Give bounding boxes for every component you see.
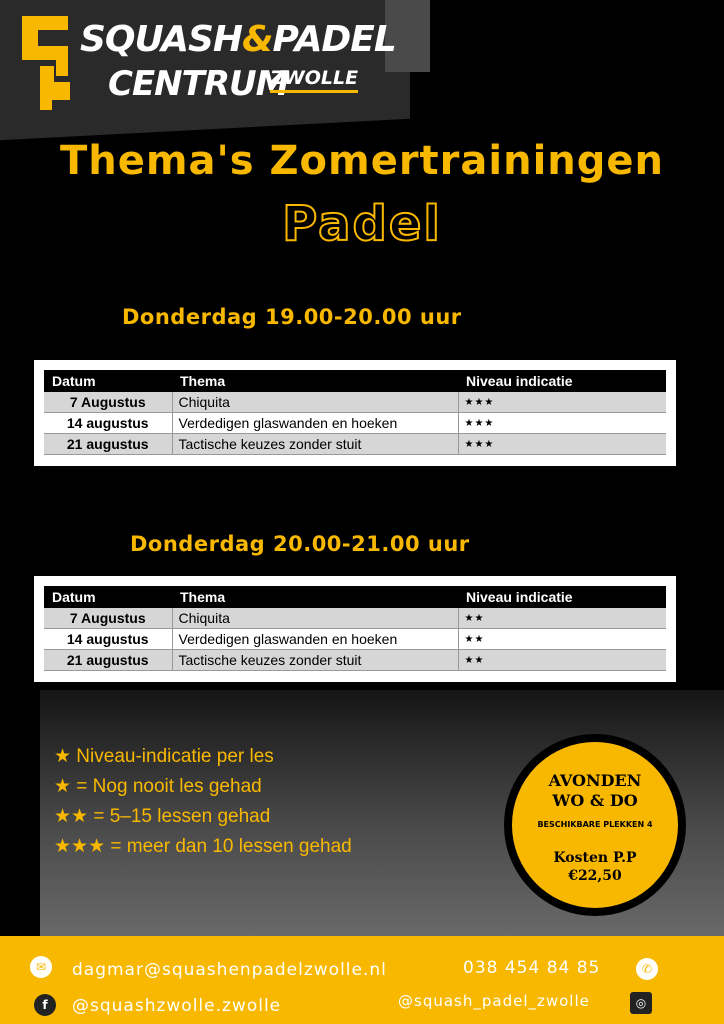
cell-date: 7 Augustus	[44, 608, 172, 629]
badge-line: AVONDEN	[548, 771, 642, 790]
schedule-table-1	[44, 370, 666, 455]
level-legend	[54, 742, 352, 862]
page-title: Thema's Zomertrainingen	[59, 138, 664, 184]
cell-level: ★★	[458, 608, 666, 629]
column-header: Niveau indicatie	[458, 586, 666, 608]
schedule-table-2	[44, 586, 666, 671]
footer-facebook[interactable]: @squashzwolle.zwolle	[72, 996, 282, 1016]
availability-badge	[504, 734, 686, 916]
column-header: Thema	[172, 586, 458, 608]
footer-instagram[interactable]: @squash_padel_zwolle	[398, 992, 590, 1010]
cell-theme: Verdedigen glaswanden en hoeken	[172, 413, 458, 434]
cell-date: 14 augustus	[44, 629, 172, 650]
cell-date: 21 augustus	[44, 650, 172, 671]
badge-line: WO & DO	[552, 791, 638, 810]
table-header-row	[44, 586, 666, 608]
section-heading-1: Donderdag 19.00-20.00 uur	[122, 305, 462, 329]
legend-item: ★★★ = meer dan 10 lessen gehad	[54, 836, 352, 857]
table-row	[44, 608, 666, 629]
phone-icon: ✆	[636, 958, 658, 980]
cell-theme: Chiquita	[172, 392, 458, 413]
footer-email[interactable]: dagmar@squashenpadelzwolle.nl	[72, 960, 387, 980]
footer	[0, 936, 724, 1024]
facebook-icon: f	[34, 994, 56, 1016]
column-header: Niveau indicatie	[458, 370, 666, 392]
cell-level: ★★★	[458, 434, 666, 455]
logo-text-centrum: CENTRUM	[108, 64, 289, 104]
instagram-icon: ◎	[630, 992, 652, 1014]
cell-level: ★★★	[458, 413, 666, 434]
table-row	[44, 392, 666, 413]
table-header-row	[44, 370, 666, 392]
email-icon: ✉	[30, 956, 52, 978]
legend-item: ★ = Nog nooit les gehad	[54, 776, 262, 797]
badge-spots: BESCHIKBARE PLEKKEN 4	[537, 820, 653, 829]
cell-level: ★★	[458, 650, 666, 671]
column-header: Datum	[44, 586, 172, 608]
table-row	[44, 650, 666, 671]
cell-level: ★★	[458, 629, 666, 650]
logo-text-zwolle: ZWOLLE	[270, 66, 358, 93]
badge-price: €22,50	[568, 868, 622, 884]
table-row	[44, 434, 666, 455]
badge-cost-label: Kosten P.P	[553, 850, 637, 866]
table-row	[44, 629, 666, 650]
cell-date: 7 Augustus	[44, 392, 172, 413]
footer-phone[interactable]: 038 454 84 85	[463, 958, 601, 978]
section-heading-2: Donderdag 20.00-21.00 uur	[130, 532, 470, 556]
logo-mark-icon	[18, 12, 74, 110]
cell-theme: Tactische keuzes zonder stuit	[172, 650, 458, 671]
cell-theme: Verdedigen glaswanden en hoeken	[172, 629, 458, 650]
cell-theme: Tactische keuzes zonder stuit	[172, 434, 458, 455]
column-header: Datum	[44, 370, 172, 392]
cell-date: 21 augustus	[44, 434, 172, 455]
cell-level: ★★★	[458, 392, 666, 413]
page-subtitle: Padel	[282, 196, 442, 252]
schedule-table-card-2	[34, 576, 676, 682]
column-header: Thema	[172, 370, 458, 392]
table-row	[44, 413, 666, 434]
cell-date: 14 augustus	[44, 413, 172, 434]
legend-item: ★★ = 5–15 lessen gehad	[54, 806, 271, 827]
cell-theme: Chiquita	[172, 608, 458, 629]
logo-text: SQUASH&PADEL	[80, 19, 396, 60]
schedule-table-card-1	[34, 360, 676, 466]
legend-item: ★ Niveau-indicatie per les	[54, 746, 274, 767]
